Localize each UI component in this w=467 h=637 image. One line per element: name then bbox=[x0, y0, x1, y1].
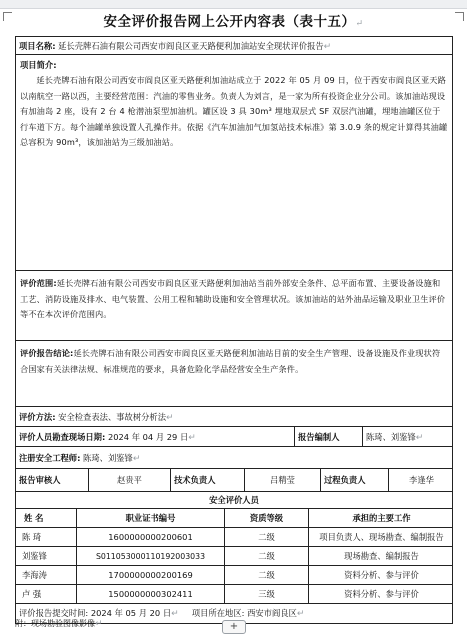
disclosure-table bbox=[15, 36, 453, 624]
project-name-row: 项目名称: 延长壳牌石油有限公司西安市阎良区亚天路便利加油站安全现状评价报告↵ bbox=[16, 37, 452, 55]
project-name-label: 项目名称: bbox=[19, 41, 56, 51]
scope-label: 评价范围: bbox=[20, 278, 57, 288]
col-header-work: 承担的主要工作 bbox=[308, 509, 454, 527]
review-row bbox=[16, 469, 452, 492]
add-row-button[interactable]: + bbox=[222, 620, 246, 634]
staff-name: 卢 强 bbox=[22, 589, 42, 599]
table-row bbox=[16, 566, 452, 585]
footnote: 附：现场勘验图像影像↵ bbox=[15, 619, 103, 629]
conclusion-label: 评价报告结论: bbox=[20, 348, 74, 358]
staff-level: 二级 bbox=[224, 547, 308, 565]
staff-name: 陈 琦 bbox=[22, 532, 42, 542]
submit-row: 评价报告提交时间: 2024 年 05 月 20 日↵ 项目所在地区: 西安市阎良区↵ bbox=[19, 608, 305, 619]
staff-level: 二级 bbox=[224, 528, 308, 546]
survey-date-value: 2024 年 04 月 29 日 bbox=[107, 432, 189, 442]
conclusion-row bbox=[16, 341, 452, 407]
process-lead-label: 过程负责人 bbox=[320, 469, 388, 491]
document-title: 安全评价报告网上公开内容表（表十五）↵ bbox=[103, 14, 364, 30]
engineer-label: 注册安全工程师: bbox=[19, 453, 81, 463]
staff-cert: 1700000000200169 bbox=[76, 566, 224, 584]
staff-cert: 1600000000200601 bbox=[76, 528, 224, 546]
staff-work: 资料分析、参与评价 bbox=[308, 566, 454, 584]
staff-name: 李海涛 bbox=[22, 570, 47, 580]
process-lead-value: 李逢华 bbox=[388, 469, 454, 491]
table-row bbox=[16, 585, 452, 604]
staff-header-row bbox=[16, 509, 452, 528]
report-author-value: 陈琦、刘鉴锋 bbox=[366, 432, 416, 442]
staff-title-row bbox=[16, 492, 452, 509]
engineer-value: 陈琦、刘鉴锋 bbox=[83, 453, 133, 463]
engineer-row: 注册安全工程师: 陈琦、刘鉴锋↵ bbox=[16, 447, 452, 469]
staff-work: 项目负责人、现场勘查、编制报告 bbox=[308, 528, 454, 546]
staff-name: 刘鉴锋 bbox=[22, 551, 47, 561]
tech-lead-label: 技术负责人 bbox=[170, 469, 244, 491]
project-intro-label: 项目简介: bbox=[20, 60, 57, 70]
table-row bbox=[16, 547, 452, 566]
table-row bbox=[16, 528, 452, 547]
staff-cert: S011053000110192003033 bbox=[76, 547, 224, 565]
staff-level: 三级 bbox=[224, 585, 308, 603]
method-label: 评价方法: bbox=[19, 412, 56, 422]
method-row: 评价方法: 安全检查表法、事故树分析法↵ bbox=[16, 407, 452, 427]
survey-row: 评价人员勘查现场日期: 2024 年 04 月 29 日↵ 报告编制人 陈琦、刘鉴锋↵ bbox=[16, 427, 452, 447]
project-location-label: 项目所在地区: bbox=[191, 608, 245, 618]
reviewer-value: 赵贵平 bbox=[88, 469, 170, 491]
report-author-label: 报告编制人 bbox=[294, 427, 362, 446]
staff-work: 现场勘查、编制报告 bbox=[308, 547, 454, 565]
conclusion-text: 延长壳牌石油有限公司西安市阎良区亚天路便利加油站目前的安全生产管理、设备设施及作业现状符合国家有关法律法规、标准规范的要求，具备危险化学品经营安全生产条件。 bbox=[20, 348, 441, 374]
staff-work: 资料分析、参与评价 bbox=[308, 585, 454, 603]
col-header-cert: 职业证书编号 bbox=[76, 509, 224, 527]
project-intro-row bbox=[16, 55, 452, 271]
staff-level: 二级 bbox=[224, 566, 308, 584]
tech-lead-value: 吕精莹 bbox=[244, 469, 320, 491]
ruler-bar bbox=[0, 0, 467, 9]
survey-date-label: 评价人员勘查现场日期: bbox=[19, 432, 106, 442]
project-location-value: 西安市阎良区 bbox=[247, 608, 297, 618]
staff-title: 安全评价人员 bbox=[209, 495, 259, 505]
col-header-level: 资质等级 bbox=[224, 509, 308, 527]
method-value: 安全检查表法、事故树分析法 bbox=[58, 412, 167, 422]
reviewer-label: 报告审核人 bbox=[19, 475, 61, 485]
scope-text: 延长壳牌石油有限公司西安市阎良区亚天路便利加油站当前外部安全条件、总平面布置、主要设备设施和工艺、消防设施及排水、电气装置、公用工程和辅助设施和安全管理状况。该加油站的站外油品运输及职业卫生评价等不在本次评价范围内。 bbox=[20, 278, 446, 319]
project-intro-text: 延长壳牌石油有限公司西安市阎良区亚天路便利加油站成立于 2022 年 05 月 09 日，位于西安市阎良区亚天路以南航空一路以西，主要经营范围：汽油的零售业务。负责人为刘言，是一家为所有投资企业分公司。该加油站现设有加油岛 2 座，设有 2 台 4 枪潜油泵型加油机。罐区设 3 具 30m³ 埋地双层式 SF 双层汽油罐，埋地油罐区位于行车道下方。每个油罐单独设置人孔操作井。依据《汽车加油加气加氢站技术标准》第 3.0.9 条的规定计算得其油罐总容积为 90m³，该加油站为三级加油站。 bbox=[20, 75, 448, 147]
project-name-value: 延长壳牌石油有限公司西安市阎良区亚天路便利加油站安全现状评价报告 bbox=[58, 41, 324, 51]
submit-date-label: 评价报告提交时间: bbox=[19, 608, 89, 618]
staff-cert: 1500000000302411 bbox=[76, 585, 224, 603]
scope-row bbox=[16, 271, 452, 341]
col-header-name: 姓 名 bbox=[24, 513, 44, 523]
submit-date-value: 2024 年 05 月 20 日 bbox=[90, 608, 172, 618]
